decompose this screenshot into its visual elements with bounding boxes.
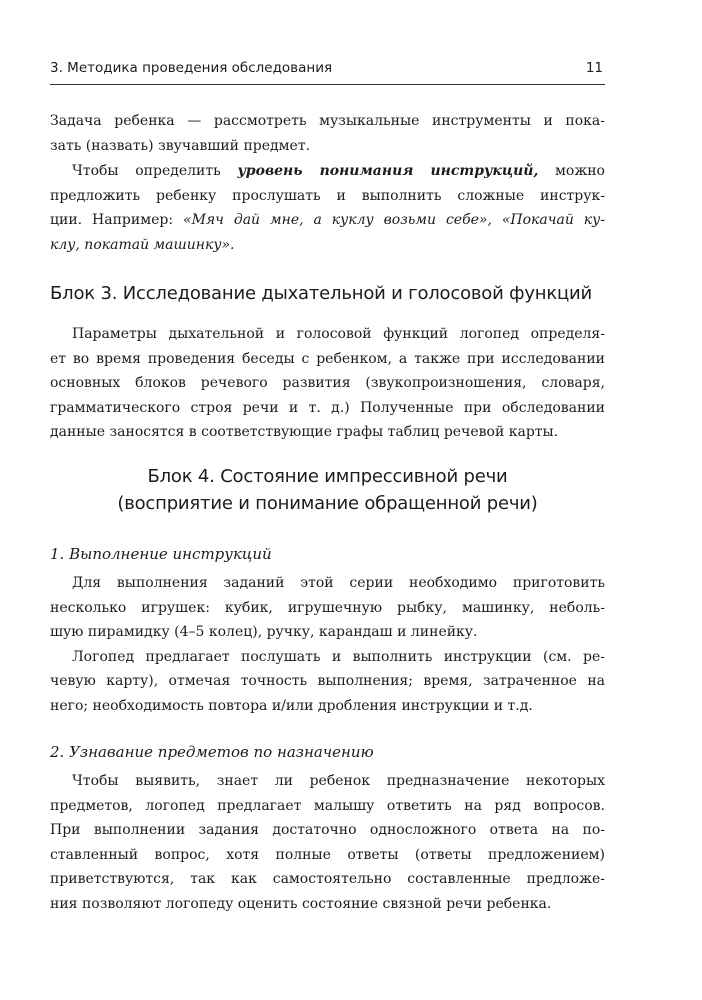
text-line: данные заносятся в соответствующие графы таблиц речевой карты. [50, 424, 559, 440]
section2-title: 2. Узнавание предметов по назначению [50, 743, 374, 761]
text-line: Задача ребенка — рассмотреть музыкальные инструменты и пока- [50, 113, 605, 129]
chapter-title: 3. Методика проведения обследования [50, 60, 333, 76]
block4-heading-line1: Блок 4. Состояние импрессивной речи [147, 466, 508, 487]
text-line: зать (назвать) звучавший предмет. [50, 137, 311, 154]
text-line: него; необходимость повтора и/или дробления инструкции и т.д. [50, 697, 533, 714]
text-line: ния позволяют логопеду оценить состояние связной речи ребенка. [50, 895, 552, 912]
section1-title: 1. Выполнение инструкций [50, 545, 272, 563]
paragraph-section1-a [50, 571, 605, 718]
text-span: Чтобы определить [72, 163, 238, 179]
text-line: чевую карту), отмечая точность выполнения; время, затраченное на [50, 673, 605, 689]
paragraph-section2 [50, 769, 605, 916]
text-span: можно [538, 163, 605, 179]
block3-heading: Блок 3. Исследование дыхательной и голосовой функций [50, 283, 593, 304]
text-line: При выполнении задания достаточно односложного ответа на по- [50, 822, 605, 838]
header-rule [50, 84, 605, 85]
text-line: предметов, логопед предлагает малышу ответить на ряд вопросов. [50, 797, 605, 814]
text-line: приветствуются, так как самостоятельно составленные предложе- [50, 871, 605, 887]
text-line [50, 159, 605, 184]
text-line: ставленный вопрос, хотя полные ответы (ответы предложением) [50, 846, 605, 863]
text-line: шую пирамидку (4–5 колец), ручку, карандаш и линейку. [50, 624, 478, 640]
running-header [50, 60, 605, 80]
text-line: ет во время проведения беседы с ребенком, а также при исследовании [50, 350, 605, 367]
page-number: 11 [585, 60, 603, 76]
paragraph-block3 [50, 322, 605, 445]
block4-heading-line2: (восприятие и понимание обращенной речи) [117, 493, 538, 514]
text-line: несколько игрушек: кубик, игрушечную рыбку, машинку, неболь- [50, 599, 605, 616]
example-quote: «Мяч дай мне, а куклу возьми себе», «Покачай ку- [183, 212, 605, 228]
text-line: Параметры дыхательной и голосовой функций логопед определя- [72, 326, 605, 342]
text-span: ции. Например: [50, 212, 184, 228]
text-line: основных блоков речевого развития (звукопроизношения, словаря, [50, 375, 605, 391]
text-line: Чтобы выявить, знает ли ребенок предназначение некоторых [72, 773, 605, 789]
paragraph-instruction-level [50, 159, 605, 257]
text-line: Логопед предлагает послушать и выполнить инструкции (см. ре- [72, 648, 605, 665]
paragraph-task [50, 109, 605, 158]
text-line: предложить ребенку прослушать и выполнить сложные инструк- [50, 187, 605, 204]
text-line [50, 208, 605, 233]
emphasis-term: уровень понимания инструкций, [237, 163, 539, 179]
text-line: Для выполнения заданий этой серии необходимо приготовить [72, 575, 605, 591]
text-line: грамматического строя речи и т. д.) Полученные при обследовании [50, 399, 605, 416]
example-quote: клу, покатай машинку». [50, 236, 235, 253]
